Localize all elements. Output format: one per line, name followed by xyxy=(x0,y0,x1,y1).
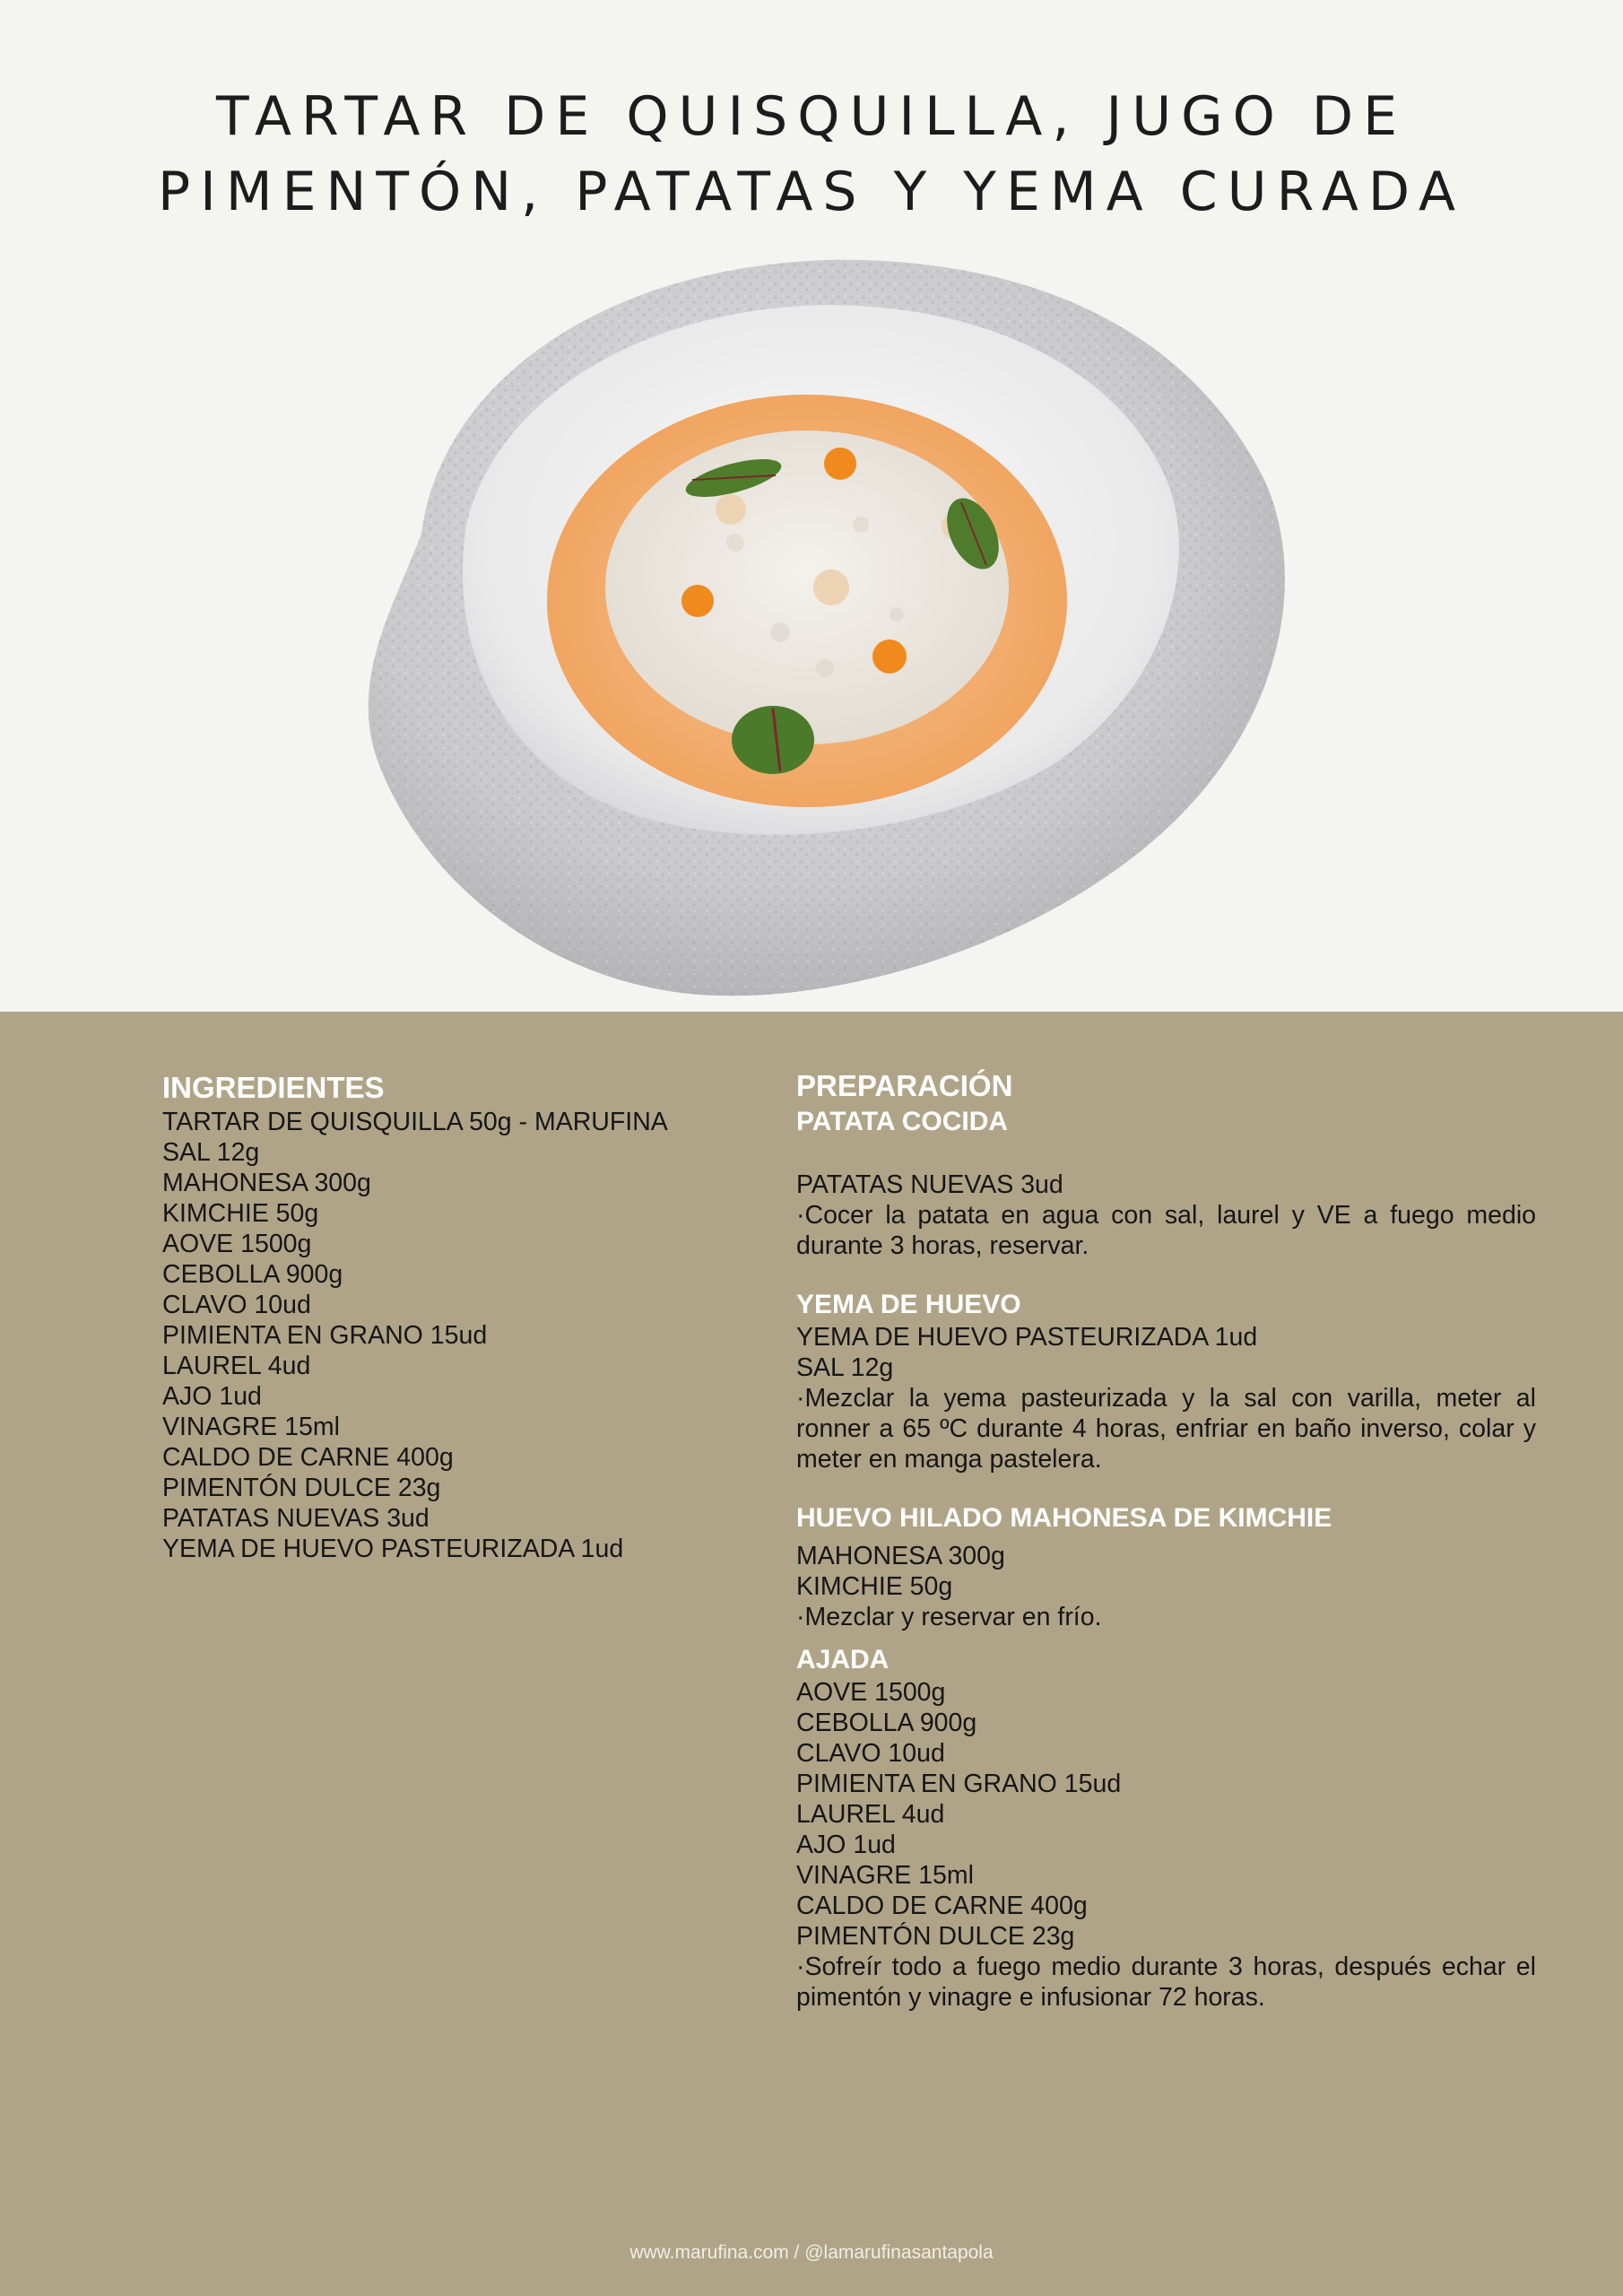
ingredient-item: PIMIENTA EN GRANO 15ud xyxy=(162,1321,488,1350)
recipe-title xyxy=(0,79,1623,230)
ingredient-item: YEMA DE HUEVO PASTEURIZADA 1ud xyxy=(162,1535,624,1563)
ingredient-item: PIMENTÓN DULCE 23g xyxy=(162,1474,441,1502)
preparation-item: LAUREL 4ud xyxy=(796,1800,945,1829)
preparation-item: CEBOLLA 900g xyxy=(796,1709,977,1737)
huevo-hilado-instructions: ·Mezclar y reservar en frío. xyxy=(796,1603,1102,1631)
ingredients-section xyxy=(162,1069,718,1564)
ingredients-heading: INGREDIENTES xyxy=(162,1071,385,1104)
ajada-items xyxy=(796,1677,1536,1952)
ingredients-list xyxy=(162,1107,718,1564)
yema-items xyxy=(796,1322,1536,1383)
ingredient-item: CLAVO 10ud xyxy=(162,1291,311,1319)
huevo-hilado-items xyxy=(796,1541,1536,1602)
recipe-title-line-2: PIMENTÓN, PATATAS Y YEMA CURADA xyxy=(157,161,1466,223)
footer-links: www.marufina.com / @lamarufinasantapola xyxy=(629,2242,994,2263)
ingredient-item: MAHONESA 300g xyxy=(162,1169,371,1197)
preparation-item: PIMIENTA EN GRANO 15ud xyxy=(796,1770,1122,1798)
recipe-title-line-1: TARTAR DE QUISQUILLA, JUGO DE xyxy=(215,85,1408,148)
huevo-hilado-section xyxy=(796,1501,1536,1632)
preparation-item: MAHONESA 300g xyxy=(796,1542,1005,1570)
yema-heading: YEMA DE HUEVO xyxy=(796,1290,1021,1319)
ingredient-item: AJO 1ud xyxy=(162,1382,262,1411)
dish-photo xyxy=(359,256,1300,1009)
patata-section xyxy=(796,1105,1536,1261)
ingredient-item: VINAGRE 15ml xyxy=(162,1413,340,1441)
ingredient-item: KIMCHIE 50g xyxy=(162,1199,319,1228)
patata-heading: PATATA COCIDA xyxy=(796,1107,1009,1136)
preparation-item: PIMENTÓN DULCE 23g xyxy=(796,1922,1075,1951)
preparation-item: KIMCHIE 50g xyxy=(796,1572,953,1601)
preparation-item: CALDO DE CARNE 400g xyxy=(796,1892,1088,1920)
tartar-base xyxy=(605,430,1009,744)
ingredient-item: CALDO DE CARNE 400g xyxy=(162,1443,454,1472)
ingredient-item: AOVE 1500g xyxy=(162,1230,312,1258)
huevo-hilado-heading: HUEVO HILADO MAHONESA DE KIMCHIE xyxy=(796,1503,1332,1533)
ajada-heading: AJADA xyxy=(796,1645,890,1674)
ingredient-item: PATATAS NUEVAS 3ud xyxy=(162,1504,430,1533)
preparation-item: SAL 12g xyxy=(796,1353,894,1382)
preparation-item: AJO 1ud xyxy=(796,1831,896,1859)
yema-section xyxy=(796,1288,1536,1474)
ajada-instructions: ·Sofreír todo a fuego medio durante 3 horas, después echar el pimentón y vinagre e infusionar 72 horas. xyxy=(796,1952,1536,2012)
yema-instructions: ·Mezclar la yema pasteurizada y la sal con varilla, meter al ronner a 65 ºC durante 4 horas, enfriar en baño inverso, colar y meter en manga pastelera. xyxy=(796,1384,1536,1474)
preparation-item: VINAGRE 15ml xyxy=(796,1861,974,1890)
patata-items xyxy=(796,1170,1536,1200)
patata-instructions: ·Cocer la patata en agua con sal, laurel y VE a fuego medio durante 3 horas, reservar. xyxy=(796,1201,1536,1260)
preparation-item: YEMA DE HUEVO PASTEURIZADA 1ud xyxy=(796,1323,1258,1352)
ingredient-item: CEBOLLA 900g xyxy=(162,1260,343,1289)
preparation-item: PATATAS NUEVAS 3ud xyxy=(796,1170,1063,1199)
preparation-item: AOVE 1500g xyxy=(796,1678,946,1707)
preparation-item: CLAVO 10ud xyxy=(796,1739,945,1768)
ingredient-item: LAUREL 4ud xyxy=(162,1352,311,1380)
preparation-heading: PREPARACIÓN xyxy=(796,1069,1013,1102)
ingredient-item: TARTAR DE QUISQUILLA 50g - MARUFINA xyxy=(162,1108,668,1136)
ajada-section xyxy=(796,1643,1536,2013)
ingredient-item: SAL 12g xyxy=(162,1138,260,1167)
preparation-section xyxy=(796,1067,1536,2013)
